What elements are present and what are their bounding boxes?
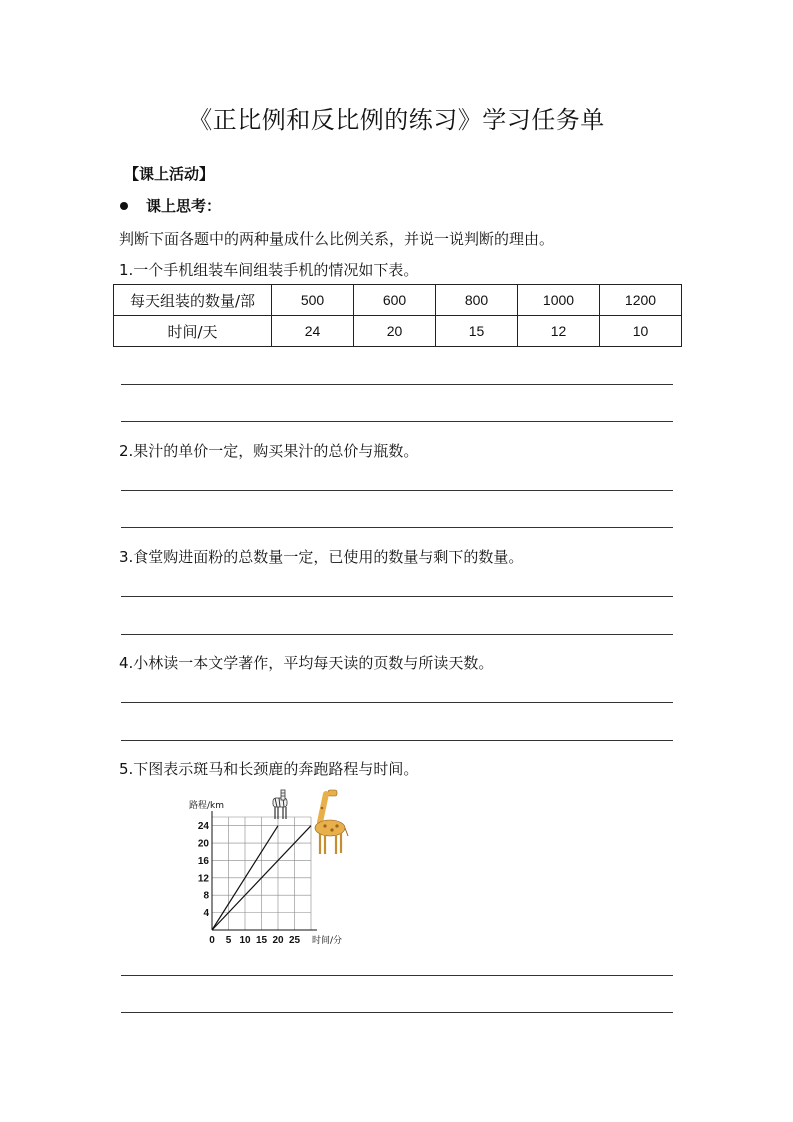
table-cell: 15 (436, 316, 518, 347)
y-axis-label: 路程/km (189, 801, 225, 811)
question-4-text: 4.小林读一本文学著作，平均每天读的页数与所读天数。 (119, 654, 494, 672)
chart-grid (212, 817, 311, 930)
table-cell: 24 (272, 316, 354, 347)
x-tick-label: 10 (239, 935, 251, 946)
x-tick-label: 0 (209, 935, 215, 946)
table-cell: 12 (518, 316, 600, 347)
x-tick-label: 5 (225, 935, 232, 946)
answer-line[interactable] (121, 740, 673, 741)
giraffe-icon (315, 790, 348, 854)
x-tick-label: 25 (288, 935, 301, 946)
answer-line[interactable] (121, 596, 673, 597)
table-cell: 600 (354, 285, 436, 316)
answer-line[interactable] (121, 975, 673, 976)
zebra-icon (273, 790, 287, 819)
question-3-text: 3.食堂购进面粉的总数量一定，已使用的数量与剩下的数量。 (119, 548, 524, 566)
assembly-table (113, 284, 682, 347)
table-cell: 每天组装的数量/部 (114, 285, 272, 316)
answer-line[interactable] (121, 634, 673, 635)
table-cell: 500 (272, 285, 354, 316)
y-tick-label: 16 (197, 855, 209, 867)
x-tick-label: 15 (255, 935, 268, 946)
question-2-text: 2.果汁的单价一定，购买果汁的总价与瓶数。 (119, 442, 419, 460)
distance-time-chart (180, 788, 360, 953)
x-tick-label: 20 (272, 935, 284, 946)
page-title: 《正比例和反比例的练习》学习任务单 (188, 106, 605, 134)
y-tick-label: 4 (203, 908, 209, 920)
x-axis-label: 时间/分 (312, 936, 343, 946)
answer-line[interactable] (121, 702, 673, 703)
table-cell: 20 (354, 316, 436, 347)
table-cell: 1000 (518, 285, 600, 316)
thinking-label: 课上思考： (146, 197, 222, 215)
answer-line[interactable] (121, 421, 673, 422)
y-tick-label: 12 (197, 873, 209, 885)
table-cell: 1200 (600, 285, 682, 316)
y-tick-label: 24 (197, 821, 209, 833)
section-heading: 【课上活动】 (124, 165, 215, 183)
bullet-icon (120, 202, 128, 210)
thinking-heading (120, 195, 221, 216)
y-tick-label: 8 (203, 890, 209, 902)
answer-line[interactable] (121, 527, 673, 528)
question-1-text: 1.一个手机组装车间组装手机的情况如下表。 (119, 261, 419, 279)
y-tick-label: 20 (197, 838, 209, 850)
table-row (114, 316, 682, 347)
answer-line[interactable] (121, 384, 673, 385)
table-cell: 800 (436, 285, 518, 316)
table-row (114, 285, 682, 316)
instruction-text: 判断下面各题中的两种量成什么比例关系，并说一说判断的理由。 (119, 230, 555, 248)
answer-line[interactable] (121, 1012, 673, 1013)
table-cell: 10 (600, 316, 682, 347)
table-cell: 时间/天 (114, 316, 272, 347)
question-5-text: 5.下图表示斑马和长颈鹿的奔跑路程与时间。 (119, 760, 419, 778)
answer-line[interactable] (121, 490, 673, 491)
chart-axes (212, 811, 317, 930)
